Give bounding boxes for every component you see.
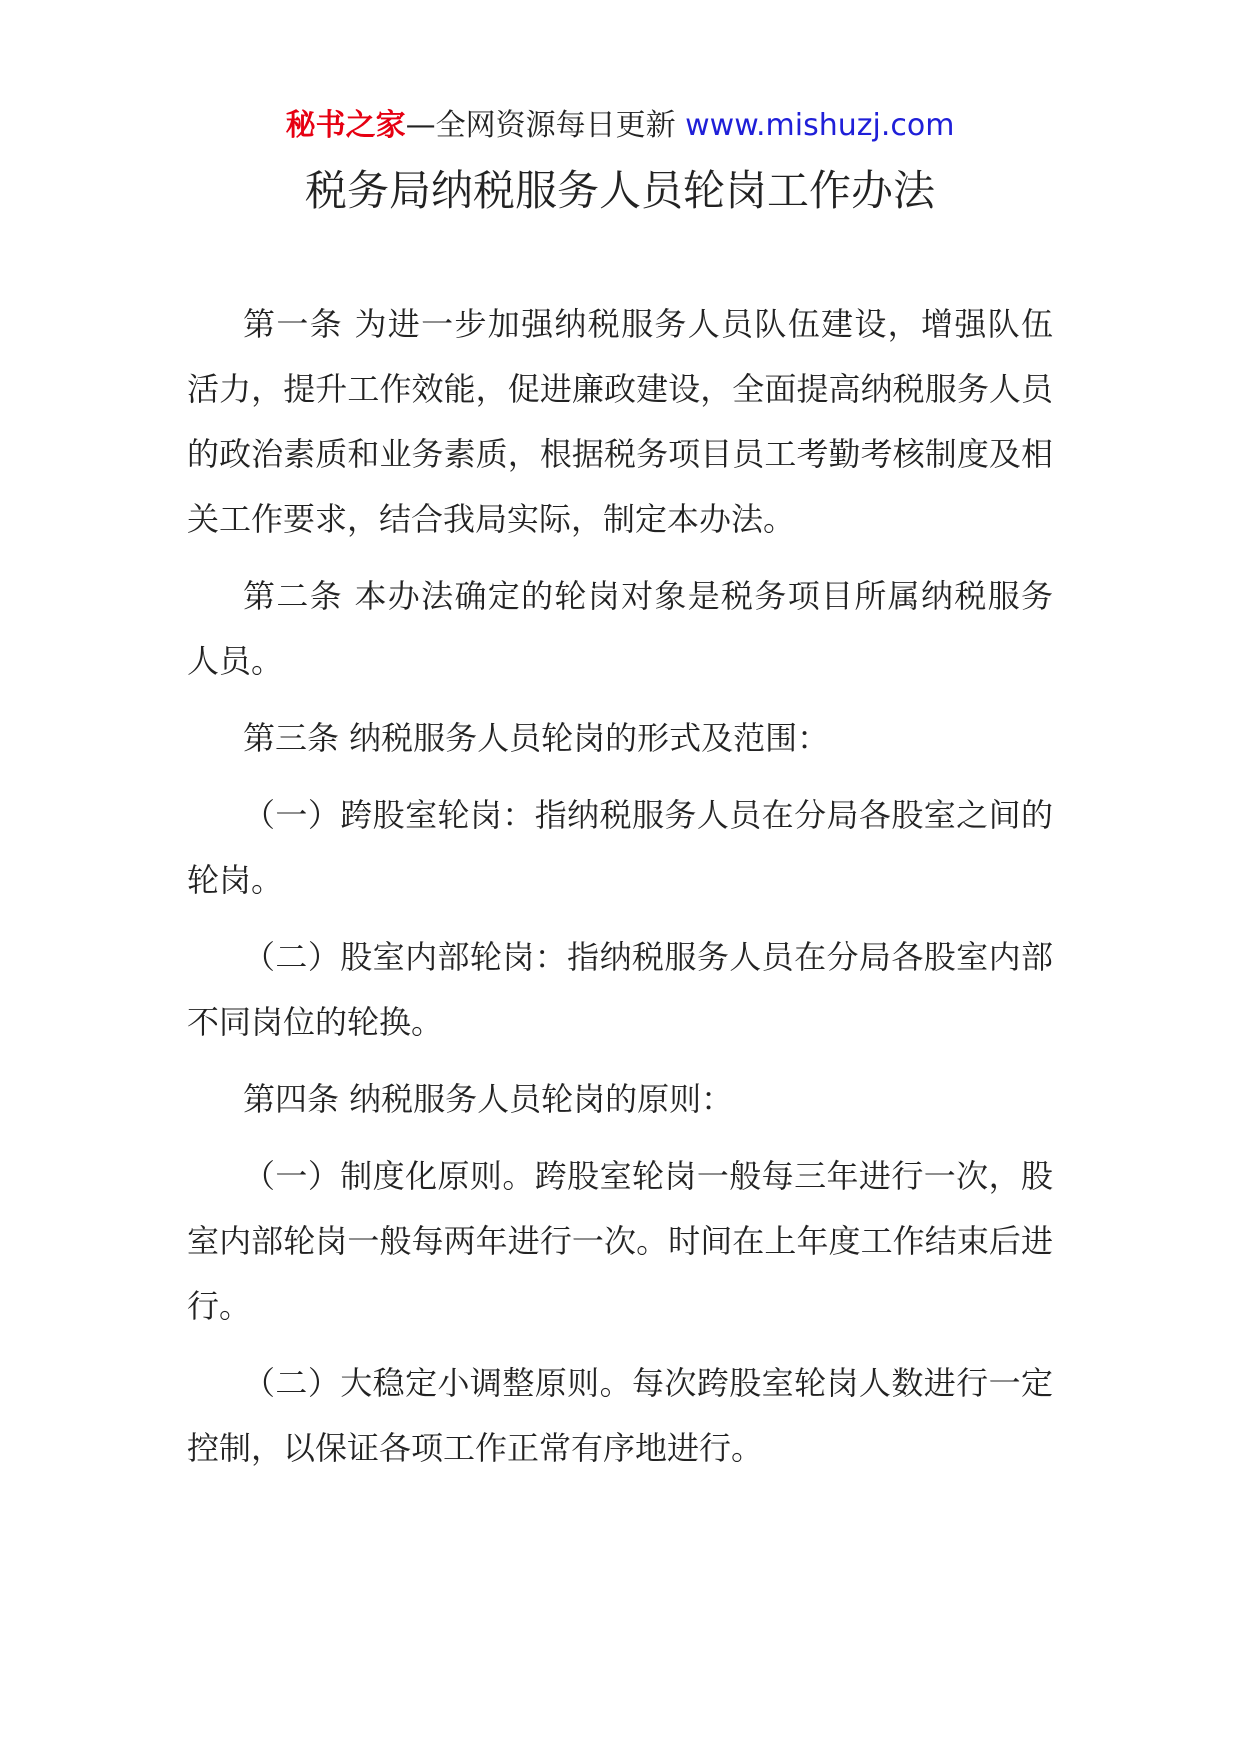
article-4-paragraph: 第四条 纳税服务人员轮岗的原则： bbox=[243, 1080, 734, 1118]
site-brand: 秘书之家 bbox=[285, 108, 406, 143]
document-body bbox=[187, 292, 1053, 1493]
article-3-item-1-paragraph: （一）跨股室轮岗：指纳税服务人员在分局各股室之间的轮岗。 bbox=[187, 796, 1053, 899]
article-4-item-1-paragraph: （一）制度化原则。跨股室轮岗一般每三年进行一次，股室内部轮岗一般每两年进行一次。时间在上年度工作结束后进行。 bbox=[187, 1157, 1053, 1325]
article-1-paragraph: 第一条 为进一步加强纳税服务人员队伍建设，增强队伍活力，提升工作效能，促进廉政建设，全面提高纳税服务人员的政治素质和业务素质，根据税务项目员工考勤考核制度及相关工作要求，结合我局实际，制定本办法。 bbox=[187, 305, 1053, 538]
article-2-paragraph: 第二条 本办法确定的轮岗对象是税务项目所属纳税服务人员。 bbox=[187, 577, 1053, 680]
site-tagline: —全网资源每日更新 bbox=[405, 108, 676, 143]
site-header bbox=[0, 104, 1240, 148]
article-3-paragraph: 第三条 纳税服务人员轮岗的形式及范围： bbox=[243, 719, 830, 757]
article-3-item-2-paragraph: （二）股室内部轮岗：指纳税服务人员在分局各股室内部不同岗位的轮换。 bbox=[187, 938, 1053, 1041]
site-url-link[interactable]: www.mishuzj.com bbox=[685, 108, 955, 143]
document-title: 税务局纳税服务人员轮岗工作办法 bbox=[304, 166, 935, 215]
article-4-item-2-paragraph: （二）大稳定小调整原则。每次跨股室轮岗人数进行一定控制，以保证各项工作正常有序地进行。 bbox=[187, 1364, 1053, 1467]
